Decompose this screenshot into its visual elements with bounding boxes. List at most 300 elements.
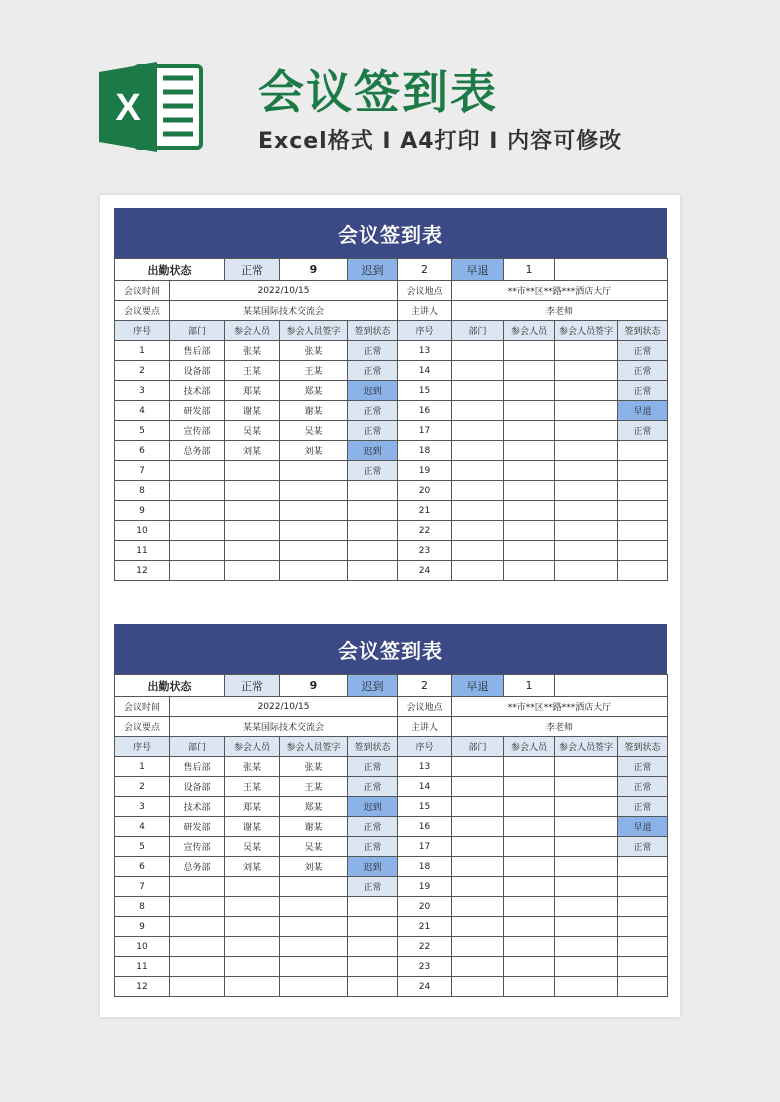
seq-number-cell: 15 [398,381,452,401]
attendee-cell[interactable]: 王某 [225,777,280,797]
sign-in-status-cell[interactable]: 正常 [348,361,398,381]
sign-in-status-cell[interactable]: 正常 [618,777,668,797]
attendee-signature-cell[interactable] [555,757,618,777]
department-cell[interactable] [452,917,504,937]
attendee-signature-cell[interactable]: 刘某 [280,857,348,877]
attendee-cell[interactable] [504,777,555,797]
column-header-attendee-signature: 参会人员签字 [280,321,348,341]
sign-in-status-cell[interactable] [618,857,668,877]
seq-number-cell: 16 [398,817,452,837]
attendee-cell[interactable]: 吴某 [225,837,280,857]
attendee-cell[interactable] [225,561,280,581]
department-cell[interactable]: 售后部 [170,341,225,361]
attendee-signature-cell[interactable] [555,561,618,581]
sign-in-status-cell[interactable] [348,977,398,997]
sign-in-status-cell[interactable]: 早退 [618,817,668,837]
empty-cell[interactable] [555,259,668,281]
sign-in-status-cell[interactable]: 正常 [618,837,668,857]
meeting-time-value[interactable]: 2022/10/15 [170,697,398,717]
department-cell[interactable] [452,341,504,361]
attendee-cell[interactable] [225,977,280,997]
attendee-cell[interactable] [504,341,555,361]
sign-in-status-cell[interactable]: 迟到 [348,441,398,461]
attendee-cell[interactable]: 谢某 [225,401,280,421]
sign-in-status-cell[interactable] [618,877,668,897]
sign-in-status-cell[interactable] [348,917,398,937]
department-cell[interactable] [452,777,504,797]
attendee-signature-cell[interactable] [555,361,618,381]
attendee-cell[interactable] [504,501,555,521]
seq-number-cell: 21 [398,501,452,521]
attendee-signature-cell[interactable] [280,977,348,997]
early-leave-label: 早退 [452,259,504,281]
attendee-signature-cell[interactable] [555,401,618,421]
attendee-cell[interactable]: 张某 [225,757,280,777]
attendee-cell[interactable] [225,957,280,977]
department-cell[interactable] [452,481,504,501]
sign-in-status-cell[interactable]: 正常 [618,341,668,361]
sign-in-status-cell[interactable] [348,481,398,501]
department-cell[interactable] [452,561,504,581]
department-cell[interactable] [170,897,225,917]
attendee-cell[interactable] [225,501,280,521]
department-cell[interactable]: 售后部 [170,757,225,777]
column-header-attendee: 参会人员 [225,737,280,757]
department-cell[interactable] [452,381,504,401]
department-cell[interactable] [452,837,504,857]
attendee-signature-cell[interactable] [280,937,348,957]
meeting-info-row [115,301,668,321]
sign-in-status-cell[interactable] [618,501,668,521]
column-header-department: 部门 [452,737,504,757]
sign-in-table [114,258,668,581]
column-header-sign-in-status: 签到状态 [618,737,668,757]
attendee-signature-cell[interactable] [555,917,618,937]
table-row [115,461,668,481]
attendee-cell[interactable]: 刘某 [225,441,280,461]
attendee-signature-cell[interactable] [280,917,348,937]
department-cell[interactable] [170,957,225,977]
column-header-attendee-signature: 参会人员签字 [280,737,348,757]
meeting-time-label: 会议时间 [115,697,170,717]
attendee-signature-cell[interactable] [555,521,618,541]
attendee-signature-cell[interactable]: 郑某 [280,381,348,401]
sign-in-status-cell[interactable] [348,501,398,521]
attendee-signature-cell[interactable] [280,877,348,897]
table-row [115,361,668,381]
column-header-attendee-signature: 参会人员签字 [555,737,618,757]
sign-in-status-cell[interactable] [618,521,668,541]
department-cell[interactable] [170,977,225,997]
table-row [115,401,668,421]
seq-number-cell: 10 [115,937,170,957]
sign-in-status-cell[interactable] [348,937,398,957]
seq-number-cell: 3 [115,381,170,401]
meeting-place-label: 会议地点 [398,281,452,301]
attendee-signature-cell[interactable]: 谢某 [280,401,348,421]
attendee-signature-cell[interactable] [555,501,618,521]
sign-in-status-cell[interactable]: 正常 [348,837,398,857]
sign-in-status-cell[interactable] [618,937,668,957]
seq-number-cell: 12 [115,561,170,581]
table-row [115,521,668,541]
attendee-signature-cell[interactable] [280,481,348,501]
seq-number-cell: 9 [115,501,170,521]
sign-in-status-cell[interactable]: 正常 [348,877,398,897]
department-cell[interactable] [452,937,504,957]
table-row [115,937,668,957]
column-header-attendee: 参会人员 [504,321,555,341]
attendee-cell[interactable] [504,957,555,977]
attendee-cell[interactable] [504,857,555,877]
department-cell[interactable] [170,917,225,937]
sign-in-status-cell[interactable]: 正常 [348,461,398,481]
attendee-cell[interactable] [225,937,280,957]
department-cell[interactable]: 宣传部 [170,837,225,857]
sign-in-status-cell[interactable]: 迟到 [348,381,398,401]
attendee-signature-cell[interactable] [280,897,348,917]
attendee-signature-cell[interactable] [555,957,618,977]
department-cell[interactable]: 宣传部 [170,421,225,441]
column-header-department: 部门 [452,321,504,341]
attendee-signature-cell[interactable] [555,541,618,561]
sign-in-status-cell[interactable] [618,461,668,481]
speaker-value[interactable]: 李老师 [452,301,668,321]
sign-in-status-cell[interactable] [618,917,668,937]
department-cell[interactable] [170,461,225,481]
meeting-info-row [115,717,668,737]
attendee-signature-cell[interactable] [555,797,618,817]
table-row [115,421,668,441]
seq-number-cell: 3 [115,797,170,817]
department-cell[interactable]: 研发部 [170,817,225,837]
normal-label: 正常 [225,259,280,281]
seq-number-cell: 12 [115,977,170,997]
attendee-cell[interactable] [504,757,555,777]
sign-in-status-cell[interactable] [618,977,668,997]
page-title: 会议签到表 [258,65,498,119]
sign-in-status-cell[interactable]: 正常 [348,757,398,777]
department-cell[interactable]: 技术部 [170,797,225,817]
table-row [115,777,668,797]
speaker-value[interactable]: 李老师 [452,717,668,737]
sign-in-status-cell[interactable]: 正常 [348,341,398,361]
department-cell[interactable] [452,857,504,877]
attendee-signature-cell[interactable]: 张某 [280,757,348,777]
meeting-time-label: 会议时间 [115,281,170,301]
seq-number-cell: 19 [398,877,452,897]
meeting-info-row [115,697,668,717]
department-cell[interactable] [452,541,504,561]
table-row [115,797,668,817]
meeting-time-value[interactable]: 2022/10/15 [170,281,398,301]
column-header-attendee: 参会人员 [504,737,555,757]
sign-in-status-cell[interactable]: 正常 [348,401,398,421]
seq-number-cell: 24 [398,977,452,997]
attendee-cell[interactable] [225,521,280,541]
sign-in-status-cell[interactable] [618,897,668,917]
attendee-cell[interactable] [504,481,555,501]
table-row [115,897,668,917]
attendee-cell[interactable] [225,461,280,481]
logo-letter: X [115,87,141,129]
department-cell[interactable] [452,401,504,421]
seq-number-cell: 2 [115,777,170,797]
seq-number-cell: 20 [398,481,452,501]
seq-number-cell: 5 [115,421,170,441]
attendee-signature-cell[interactable] [280,541,348,561]
sign-in-status-cell[interactable] [618,541,668,561]
table-row [115,561,668,581]
normal-label: 正常 [225,675,280,697]
table-row [115,341,668,361]
document-paper [100,195,680,1017]
attendee-cell[interactable]: 郑某 [225,797,280,817]
seq-number-cell: 4 [115,817,170,837]
table-row [115,501,668,521]
attendee-cell[interactable]: 吴某 [225,421,280,441]
department-cell[interactable] [170,481,225,501]
department-cell[interactable] [170,521,225,541]
sign-in-status-cell[interactable]: 正常 [618,381,668,401]
attendee-cell[interactable] [504,381,555,401]
department-cell[interactable] [452,897,504,917]
department-cell[interactable] [452,361,504,381]
attendee-cell[interactable]: 郑某 [225,381,280,401]
department-cell[interactable] [452,957,504,977]
attendee-signature-cell[interactable] [555,837,618,857]
attendee-signature-cell[interactable] [555,877,618,897]
late-count[interactable]: 2 [398,675,452,697]
attendee-cell[interactable] [504,897,555,917]
normal-count[interactable]: 9 [280,259,348,281]
attendee-cell[interactable] [504,401,555,421]
late-count[interactable]: 2 [398,259,452,281]
attendee-signature-cell[interactable]: 郑某 [280,797,348,817]
seq-number-cell: 13 [398,757,452,777]
table-row [115,857,668,877]
sign-in-status-cell[interactable]: 正常 [348,777,398,797]
table-row [115,381,668,401]
attendee-cell[interactable] [504,441,555,461]
attendee-cell[interactable] [504,837,555,857]
attendee-cell[interactable]: 刘某 [225,857,280,877]
department-cell[interactable] [452,757,504,777]
column-header-row [115,737,668,757]
seq-number-cell: 6 [115,441,170,461]
attendee-signature-cell[interactable] [555,777,618,797]
department-cell[interactable]: 总务部 [170,857,225,877]
attendee-cell[interactable] [504,561,555,581]
sign-in-status-cell[interactable]: 迟到 [348,857,398,877]
normal-count[interactable]: 9 [280,675,348,697]
early-leave-count[interactable]: 1 [504,259,555,281]
attendee-cell[interactable] [504,797,555,817]
department-cell[interactable] [452,877,504,897]
department-cell[interactable] [452,797,504,817]
seq-number-cell: 6 [115,857,170,877]
attendee-signature-cell[interactable]: 刘某 [280,441,348,461]
attendee-signature-cell[interactable] [555,977,618,997]
seq-number-cell: 23 [398,957,452,977]
attendee-signature-cell[interactable] [555,441,618,461]
department-cell[interactable] [170,561,225,581]
seq-number-cell: 23 [398,541,452,561]
department-cell[interactable]: 总务部 [170,441,225,461]
seq-number-cell: 14 [398,777,452,797]
sign-in-status-cell[interactable] [348,957,398,977]
meeting-info-row [115,281,668,301]
seq-number-cell: 11 [115,957,170,977]
meeting-place-value[interactable]: **市**区**路***酒店大厅 [452,281,668,301]
sign-in-status-cell[interactable]: 早退 [618,401,668,421]
seq-number-cell: 18 [398,441,452,461]
attendee-signature-cell[interactable]: 王某 [280,361,348,381]
attendee-signature-cell[interactable]: 王某 [280,777,348,797]
sign-in-status-cell[interactable] [348,541,398,561]
attendee-cell[interactable] [225,541,280,561]
sign-in-status-cell[interactable]: 正常 [348,421,398,441]
sign-in-status-cell[interactable] [618,957,668,977]
sign-in-status-cell[interactable]: 正常 [618,421,668,441]
early-leave-count[interactable]: 1 [504,675,555,697]
excel-logo-icon [97,60,205,154]
attendee-signature-cell[interactable] [555,897,618,917]
meeting-topic-value[interactable]: 某某国际技术交流会 [170,717,398,737]
attendee-cell[interactable] [504,937,555,957]
seq-number-cell: 7 [115,877,170,897]
attendee-signature-cell[interactable] [280,461,348,481]
department-cell[interactable] [170,541,225,561]
attendee-cell[interactable]: 谢某 [225,817,280,837]
attendee-signature-cell[interactable] [280,561,348,581]
attendance-summary-row [115,675,668,697]
early-leave-label: 早退 [452,675,504,697]
department-cell[interactable] [170,501,225,521]
department-cell[interactable] [452,461,504,481]
column-header-seq-number: 序号 [115,737,170,757]
sign-in-status-cell[interactable] [348,561,398,581]
department-cell[interactable] [452,977,504,997]
sign-in-status-cell[interactable] [348,897,398,917]
column-header-row [115,321,668,341]
attendee-cell[interactable] [225,897,280,917]
department-cell[interactable] [170,937,225,957]
attendee-cell[interactable] [225,877,280,897]
attendee-signature-cell[interactable] [280,521,348,541]
attendee-cell[interactable] [504,521,555,541]
column-header-sign-in-status: 签到状态 [618,321,668,341]
attendee-signature-cell[interactable] [555,817,618,837]
attendee-cell[interactable] [504,421,555,441]
seq-number-cell: 20 [398,897,452,917]
column-header-attendee: 参会人员 [225,321,280,341]
attendee-signature-cell[interactable]: 谢某 [280,817,348,837]
attendance-status-label: 出勤状态 [115,259,225,281]
seq-number-cell: 10 [115,521,170,541]
attendee-cell[interactable] [504,977,555,997]
sign-in-table [114,674,668,997]
attendee-cell[interactable] [504,461,555,481]
department-cell[interactable]: 设备部 [170,777,225,797]
sign-in-status-cell[interactable]: 正常 [618,361,668,381]
attendee-signature-cell[interactable] [555,461,618,481]
attendee-cell[interactable] [504,361,555,381]
attendee-cell[interactable] [504,817,555,837]
seq-number-cell: 17 [398,421,452,441]
attendee-cell[interactable] [225,481,280,501]
sign-in-status-cell[interactable]: 迟到 [348,797,398,817]
attendee-cell[interactable]: 王某 [225,361,280,381]
attendee-cell[interactable] [504,877,555,897]
department-cell[interactable]: 技术部 [170,381,225,401]
meeting-topic-value[interactable]: 某某国际技术交流会 [170,301,398,321]
sign-in-status-cell[interactable]: 正常 [618,757,668,777]
attendee-signature-cell[interactable] [555,421,618,441]
attendee-signature-cell[interactable]: 吴某 [280,421,348,441]
department-cell[interactable] [452,421,504,441]
department-cell[interactable] [452,441,504,461]
sign-in-status-cell[interactable] [618,441,668,461]
attendee-signature-cell[interactable] [555,937,618,957]
sign-in-status-cell[interactable] [618,561,668,581]
meeting-place-value[interactable]: **市**区**路***酒店大厅 [452,697,668,717]
attendee-cell[interactable] [504,917,555,937]
department-cell[interactable]: 研发部 [170,401,225,421]
department-cell[interactable] [452,521,504,541]
table-row [115,817,668,837]
seq-number-cell: 14 [398,361,452,381]
department-cell[interactable] [452,501,504,521]
attendee-signature-cell[interactable] [555,381,618,401]
attendee-cell[interactable] [225,917,280,937]
sign-in-status-cell[interactable] [618,481,668,501]
seq-number-cell: 5 [115,837,170,857]
attendee-signature-cell[interactable] [280,501,348,521]
seq-number-cell: 11 [115,541,170,561]
attendee-cell[interactable] [504,541,555,561]
column-header-department: 部门 [170,321,225,341]
speaker-label: 主讲人 [398,301,452,321]
page-header [0,0,780,190]
seq-number-cell: 15 [398,797,452,817]
attendee-signature-cell[interactable] [555,857,618,877]
sign-in-status-cell[interactable] [348,521,398,541]
attendee-signature-cell[interactable] [555,481,618,501]
department-cell[interactable] [170,877,225,897]
department-cell[interactable] [452,817,504,837]
attendance-status-label: 出勤状态 [115,675,225,697]
page-subtitle: Excel格式 I A4打印 I 内容可修改 [258,129,623,154]
attendee-signature-cell[interactable] [555,341,618,361]
table-row [115,441,668,461]
late-label: 迟到 [348,675,398,697]
attendee-cell[interactable]: 张某 [225,341,280,361]
seq-number-cell: 19 [398,461,452,481]
department-cell[interactable]: 设备部 [170,361,225,381]
attendee-signature-cell[interactable]: 张某 [280,341,348,361]
sign-in-status-cell[interactable]: 正常 [348,817,398,837]
seq-number-cell: 2 [115,361,170,381]
late-label: 迟到 [348,259,398,281]
attendee-signature-cell[interactable]: 吴某 [280,837,348,857]
empty-cell[interactable] [555,675,668,697]
sign-in-status-cell[interactable]: 正常 [618,797,668,817]
seq-number-cell: 16 [398,401,452,421]
attendee-signature-cell[interactable] [280,957,348,977]
column-header-seq-number: 序号 [115,321,170,341]
sign-in-sheet [114,208,667,581]
